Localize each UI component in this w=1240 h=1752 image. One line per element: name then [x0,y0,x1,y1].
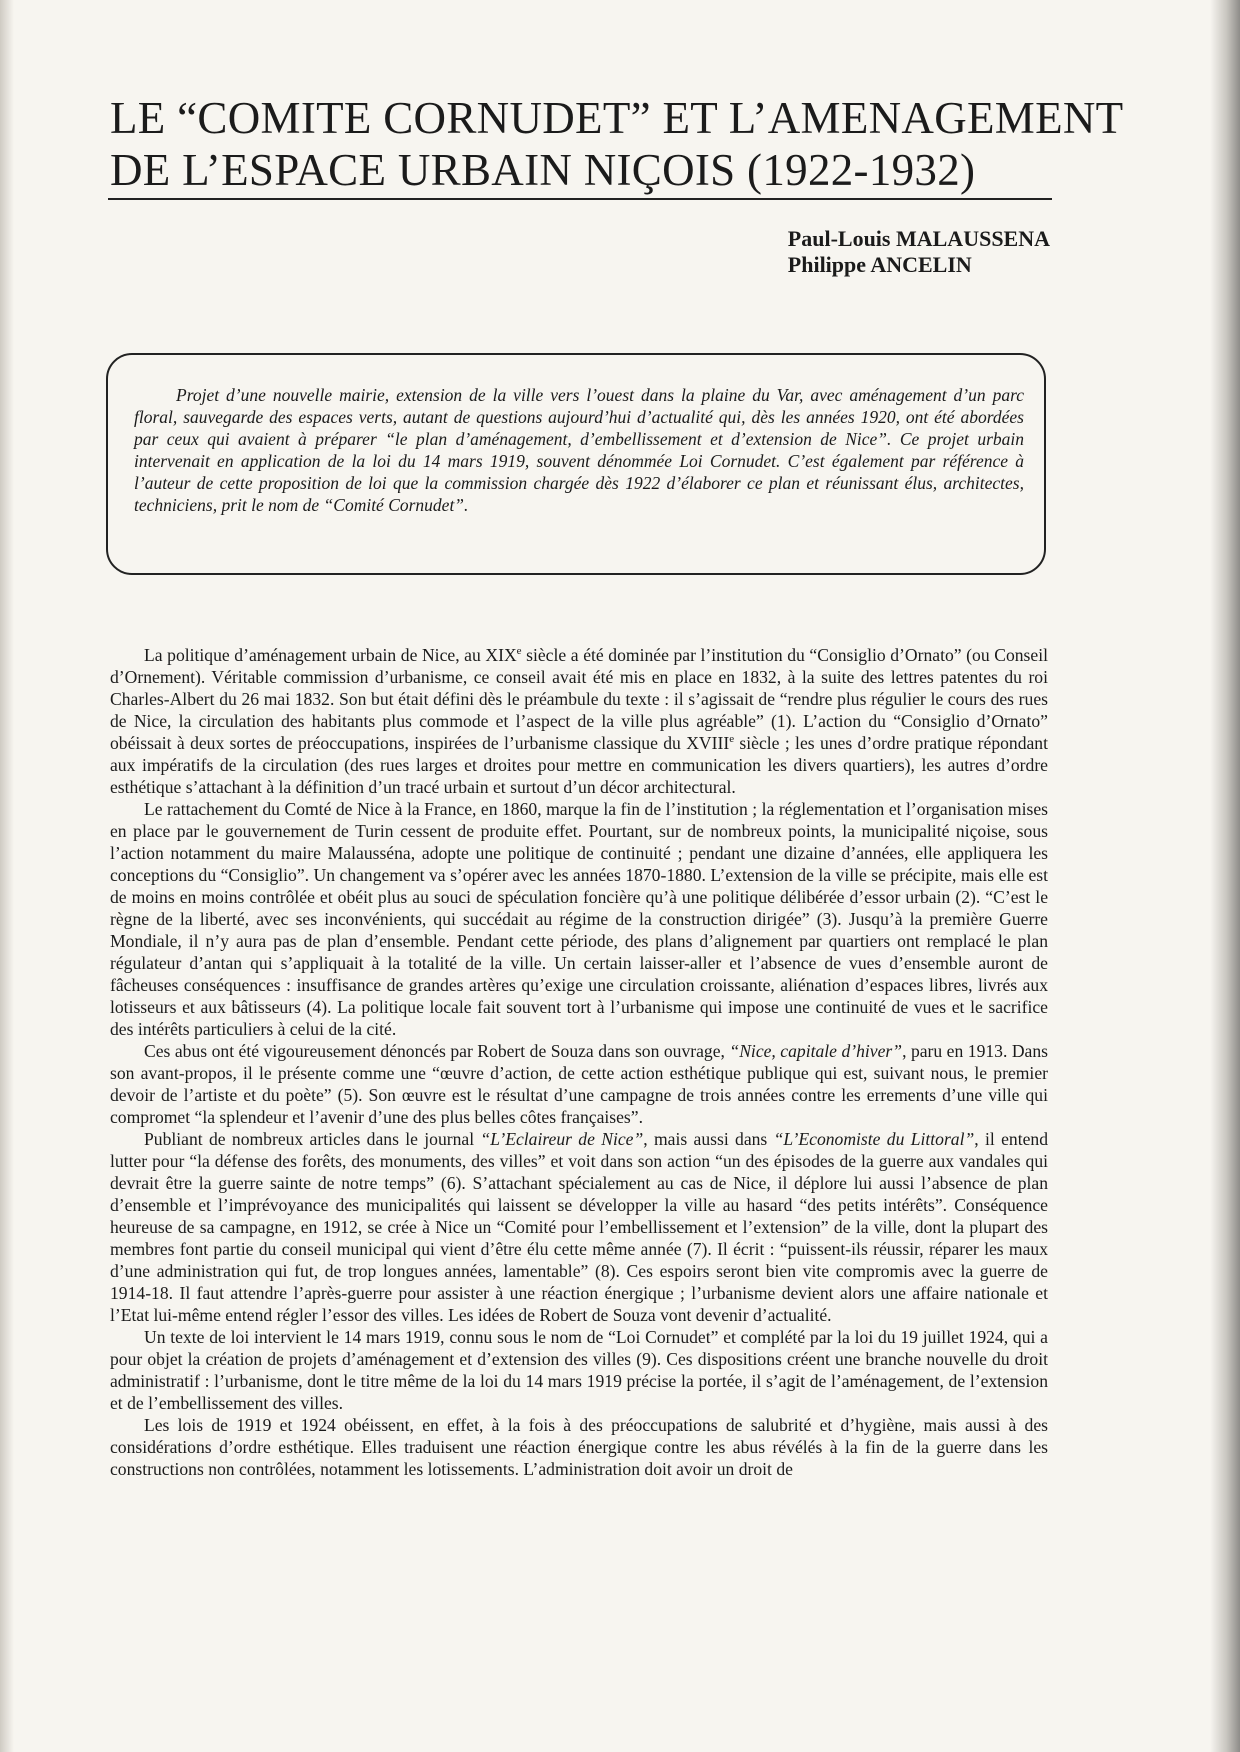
paragraph-1 [110,644,1048,798]
p4-part-c: , il entend lutter pour “la défense des forêts, des monuments, des villes” et voit dans son action “un des épisodes de la guerre aux vandales qui devrait être la guerre sainte de notre temps” (6). S’attachant spécialement au cas de Nice, il déplore lui aussi l’absence de plan d’ensemble et l’imprévoyance des municipalités qui laissent se développer la ville au hasard “des petits intérêts”. Conséquence heureuse de sa campagne, en 1912, se crée à Nice un “Comité pour l’embellissement et l’extension” de la ville, dont la plupart des membres font partie du conseil municipal qui vient d’être élu cette même année (7). Il écrit : “puissent-ils réussir, réparer les maux d’une administration qui fut, de trop longues années, lamentable” (8). Ces espoirs seront bien vite compromis avec la guerre de 1914-18. Il faut attendre l’après-guerre pour assister à une réaction énergique ; l’urbanisme devient alors une affaire nationale et l’Etat lui-même entend régler l’essor des villes. Les idées de Robert de Souza vont devenir d’actualité. [110,1129,1048,1325]
paragraph-4 [110,1128,1048,1326]
p1-superscript-2: e [729,733,735,746]
page-edge-shadow-right [1210,0,1240,1752]
author-2: Philippe ANCELIN [787,252,972,277]
author-list [788,226,1050,278]
article-title [110,92,1124,196]
article-body [110,644,1048,1480]
title-line-1: LE “COMITE CORNUDET” ET L’AMENAGEMENT [110,93,1124,143]
page-edge-shadow-left [0,0,14,1752]
p4-journal-title-2: “L’Economiste du Littoral” [773,1129,975,1149]
p3-book-title: “Nice, capitale d’hiver” [729,1041,903,1061]
title-line-2: DE L’ESPACE URBAIN NIÇOIS (1922-1932) [110,145,976,195]
abstract-text: Projet d’une nouvelle mairie, extension de la ville vers l’ouest dans la plaine du Var, avec aménagement d’un parc floral, sauvegarde des espaces verts, autant de questions aujourd’hui d’actualité qui, dès les années 1920, ont été abordées par ceux qui avaient à préparer “le plan d’aménagement, d’embellissement et d’extension de Nice”. Ce projet urbain intervenait en application de la loi du 14 mars 1919, souvent dénommée Loi Cornudet. C’est également par référence à l’auteur de cette proposition de loi que la commission chargée dès 1922 d’élaborer ce plan et réunissant élus, architectes, techniciens, prit le nom de “Comité Cornudet”. [134,385,1024,515]
abstract [134,384,1024,516]
p1-superscript-1: e [516,645,522,658]
paragraph-2: Le rattachement du Comté de Nice à la France, en 1860, marque la fin de l’institution ; la réglementation et l’organisation mises en place par le gouvernement de Turin cessent de produite effet. Pourtant, sur de nombreux points, la municipalité niçoise, sous l’action notamment du maire Malausséna, adopte une politique de continuité ; pendant une dizaine d’années, elle appliquera les conceptions du “Consiglio”. Un changement va s’opérer avec les années 1870-1880. L’extension de la ville se précipite, mais elle est de moins en moins contrôlée et obéit plus au souci de spéculation foncière qu’à une politique délibérée d’essor urbain (2). “C’est le règne de la liberté, avec ses inconvénients, qui succédait au régime de la construction dirigée” (3). Jusqu’à la première Guerre Mondiale, il n’y aura pas de plan d’ensemble. Pendant cette période, des plans d’alignement par quartiers ont remplacé le plan régulateur d’antan qui s’appliquait à la totalité de la ville. Un certain laisser-aller et l’absence de vues d’ensemble auront de fâcheuses conséquences : insuffisance de grandes artères qu’exige une circulation croissante, aliénation d’espaces libres, livrés aux lotisseurs et aux bâtisseurs (4). La politique locale fait souvent tort à l’urbanisme qui impose une continuité de vues et le sacrifice des intérêts particuliers à celui de la cité. [110,799,1048,1039]
paragraph-5: Un texte de loi intervient le 14 mars 1919, connu sous le nom de “Loi Cornudet” et complété par la loi du 19 juillet 1924, qui a pour objet la création de projets d’aménagement et d’extension des villes (9). Ces dispositions créent une branche nouvelle du droit administratif : l’urbanisme, dont le titre même de la loi du 14 mars 1919 précise la portée, il s’agit de l’aménagement, de l’extension et de l’embellissement des villes. [110,1327,1048,1413]
p4-part-b: , mais aussi dans [643,1129,774,1149]
p3-part-a: Ces abus ont été vigoureusement dénoncés par Robert de Souza dans son ouvrage, [144,1041,730,1061]
author-1: Paul-Louis MALAUSSENA [787,226,1050,251]
p4-part-a: Publiant de nombreux articles dans le journal [144,1129,481,1149]
p1-part-c: siècle ; les unes d’ordre pratique répondant aux impératifs de la circulation (des rues larges et droites pour mettre en communication les divers quartiers), les autres d’ordre esthétique s’attachant à la définition d’un tracé urbain et surtout d’un décor architectural. [110,733,1048,797]
p1-part-b: siècle a été dominée par l’institution du “Consiglio d’Ornato” (ou Conseil d’Ornement). Véritable commission d’urbanisme, ce conseil avait été mis en place en 1832, à la suite des lettres patentes du roi Charles-Albert du 26 mai 1832. Son but était défini dès le préambule du texte : il s’agissait de “rendre plus régulier le cours des rues de Nice, la circulation des habitants plus commode et l’aspect de la ville plus agréable” (1). L’action du “Consiglio d’Ornato” obéissait à deux sortes de préoccupations, inspirées de l’urbanisme classique du XVIII [110,645,1048,753]
p1-part-a: La politique d’aménagement urbain de Nice, au XIX [144,645,517,665]
p3-part-b: , paru en 1913. Dans son avant-propos, il le présente comme une “œuvre d’action, de cette action esthétique publique qui est, suivant nous, le premier devoir de l’artiste et du poète” (5). Son œuvre est le résultat d’une campagne de trois années contre les errements d’une ville qui compromet “la splendeur et l’avenir d’une des plus belles côtes françaises”. [110,1041,1048,1127]
title-divider [108,198,1052,200]
p4-journal-title-1: “L’Eclaireur de Nice” [480,1129,644,1149]
paragraph-3 [110,1040,1048,1128]
paragraph-6: Les lois de 1919 et 1924 obéissent, en effet, à la fois à des préoccupations de salubrité et d’hygiène, mais aussi à des considérations d’ordre esthétique. Elles traduisent une réaction énergique contre les abus révélés à la fin de la guerre dans les constructions non contrôlées, notamment les lotissements. L’administration doit avoir un droit de [110,1415,1048,1479]
